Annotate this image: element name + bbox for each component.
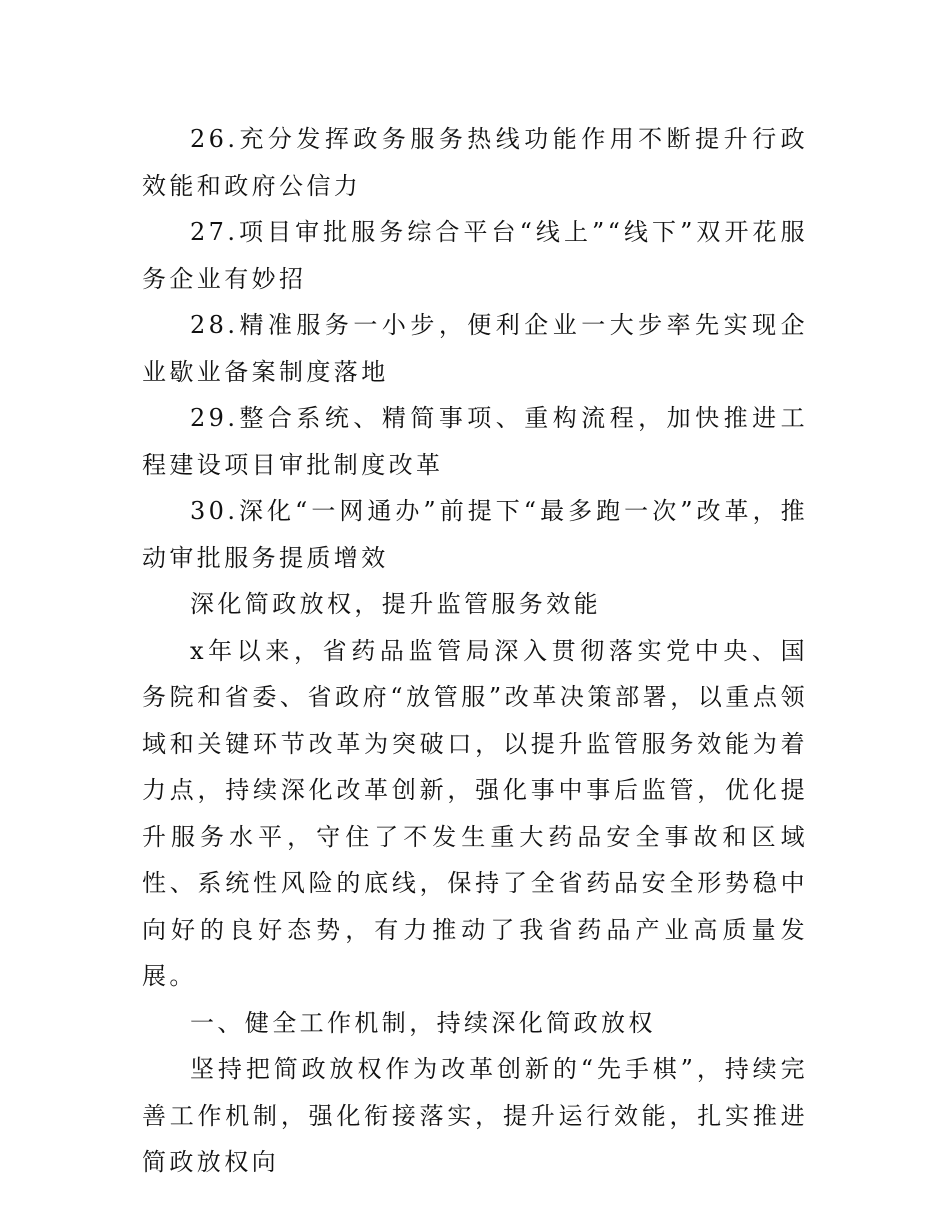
list-item-26: 26.充分发挥政务服务热线功能作用不断提升行政效能和政府公信力 bbox=[142, 125, 808, 200]
list-item-28: 28.精准服务一小步，便利企业一大步率先实现企业歇业备案制度落地 bbox=[142, 311, 808, 386]
list-item-27: 27.项目审批服务综合平台“线上”“线下”双开花服务企业有妙招 bbox=[142, 218, 808, 293]
document-body bbox=[142, 116, 808, 1186]
list-item-29: 29.整合系统、精简事项、重构流程，加快推进工程建设项目审批制度改革 bbox=[142, 404, 808, 479]
body-paragraph: 坚持把简政放权作为改革创新的“先手棋”，持续完善工作机制，强化衔接落实，提升运行效能，扎实推进简政放权向 bbox=[142, 1055, 808, 1176]
section-heading: 深化简政放权，提升监管服务效能 bbox=[190, 590, 601, 618]
subsection-heading: 一、健全工作机制，持续深化简政放权 bbox=[190, 1008, 656, 1037]
list-item-30: 30.深化“一网通办”前提下“最多跑一次”改革，推动审批服务提质增效 bbox=[142, 497, 808, 572]
intro-paragraph: x年以来，省药品监管局深入贯彻落实党中央、国务院和省委、省政府“放管服”改革决策部署，以重点领域和关键环节改革为突破口，以提升监管服务效能为着力点，持续深化改革创新，强化事中事后监管，优化提升服务水平，守住了不发生重大药品安全事故和区域性、系统性风险的底线，保持了全省药品安全形势稳中向好的良好态势，有力推动了我省药品产业高质量发展。 bbox=[142, 636, 808, 990]
